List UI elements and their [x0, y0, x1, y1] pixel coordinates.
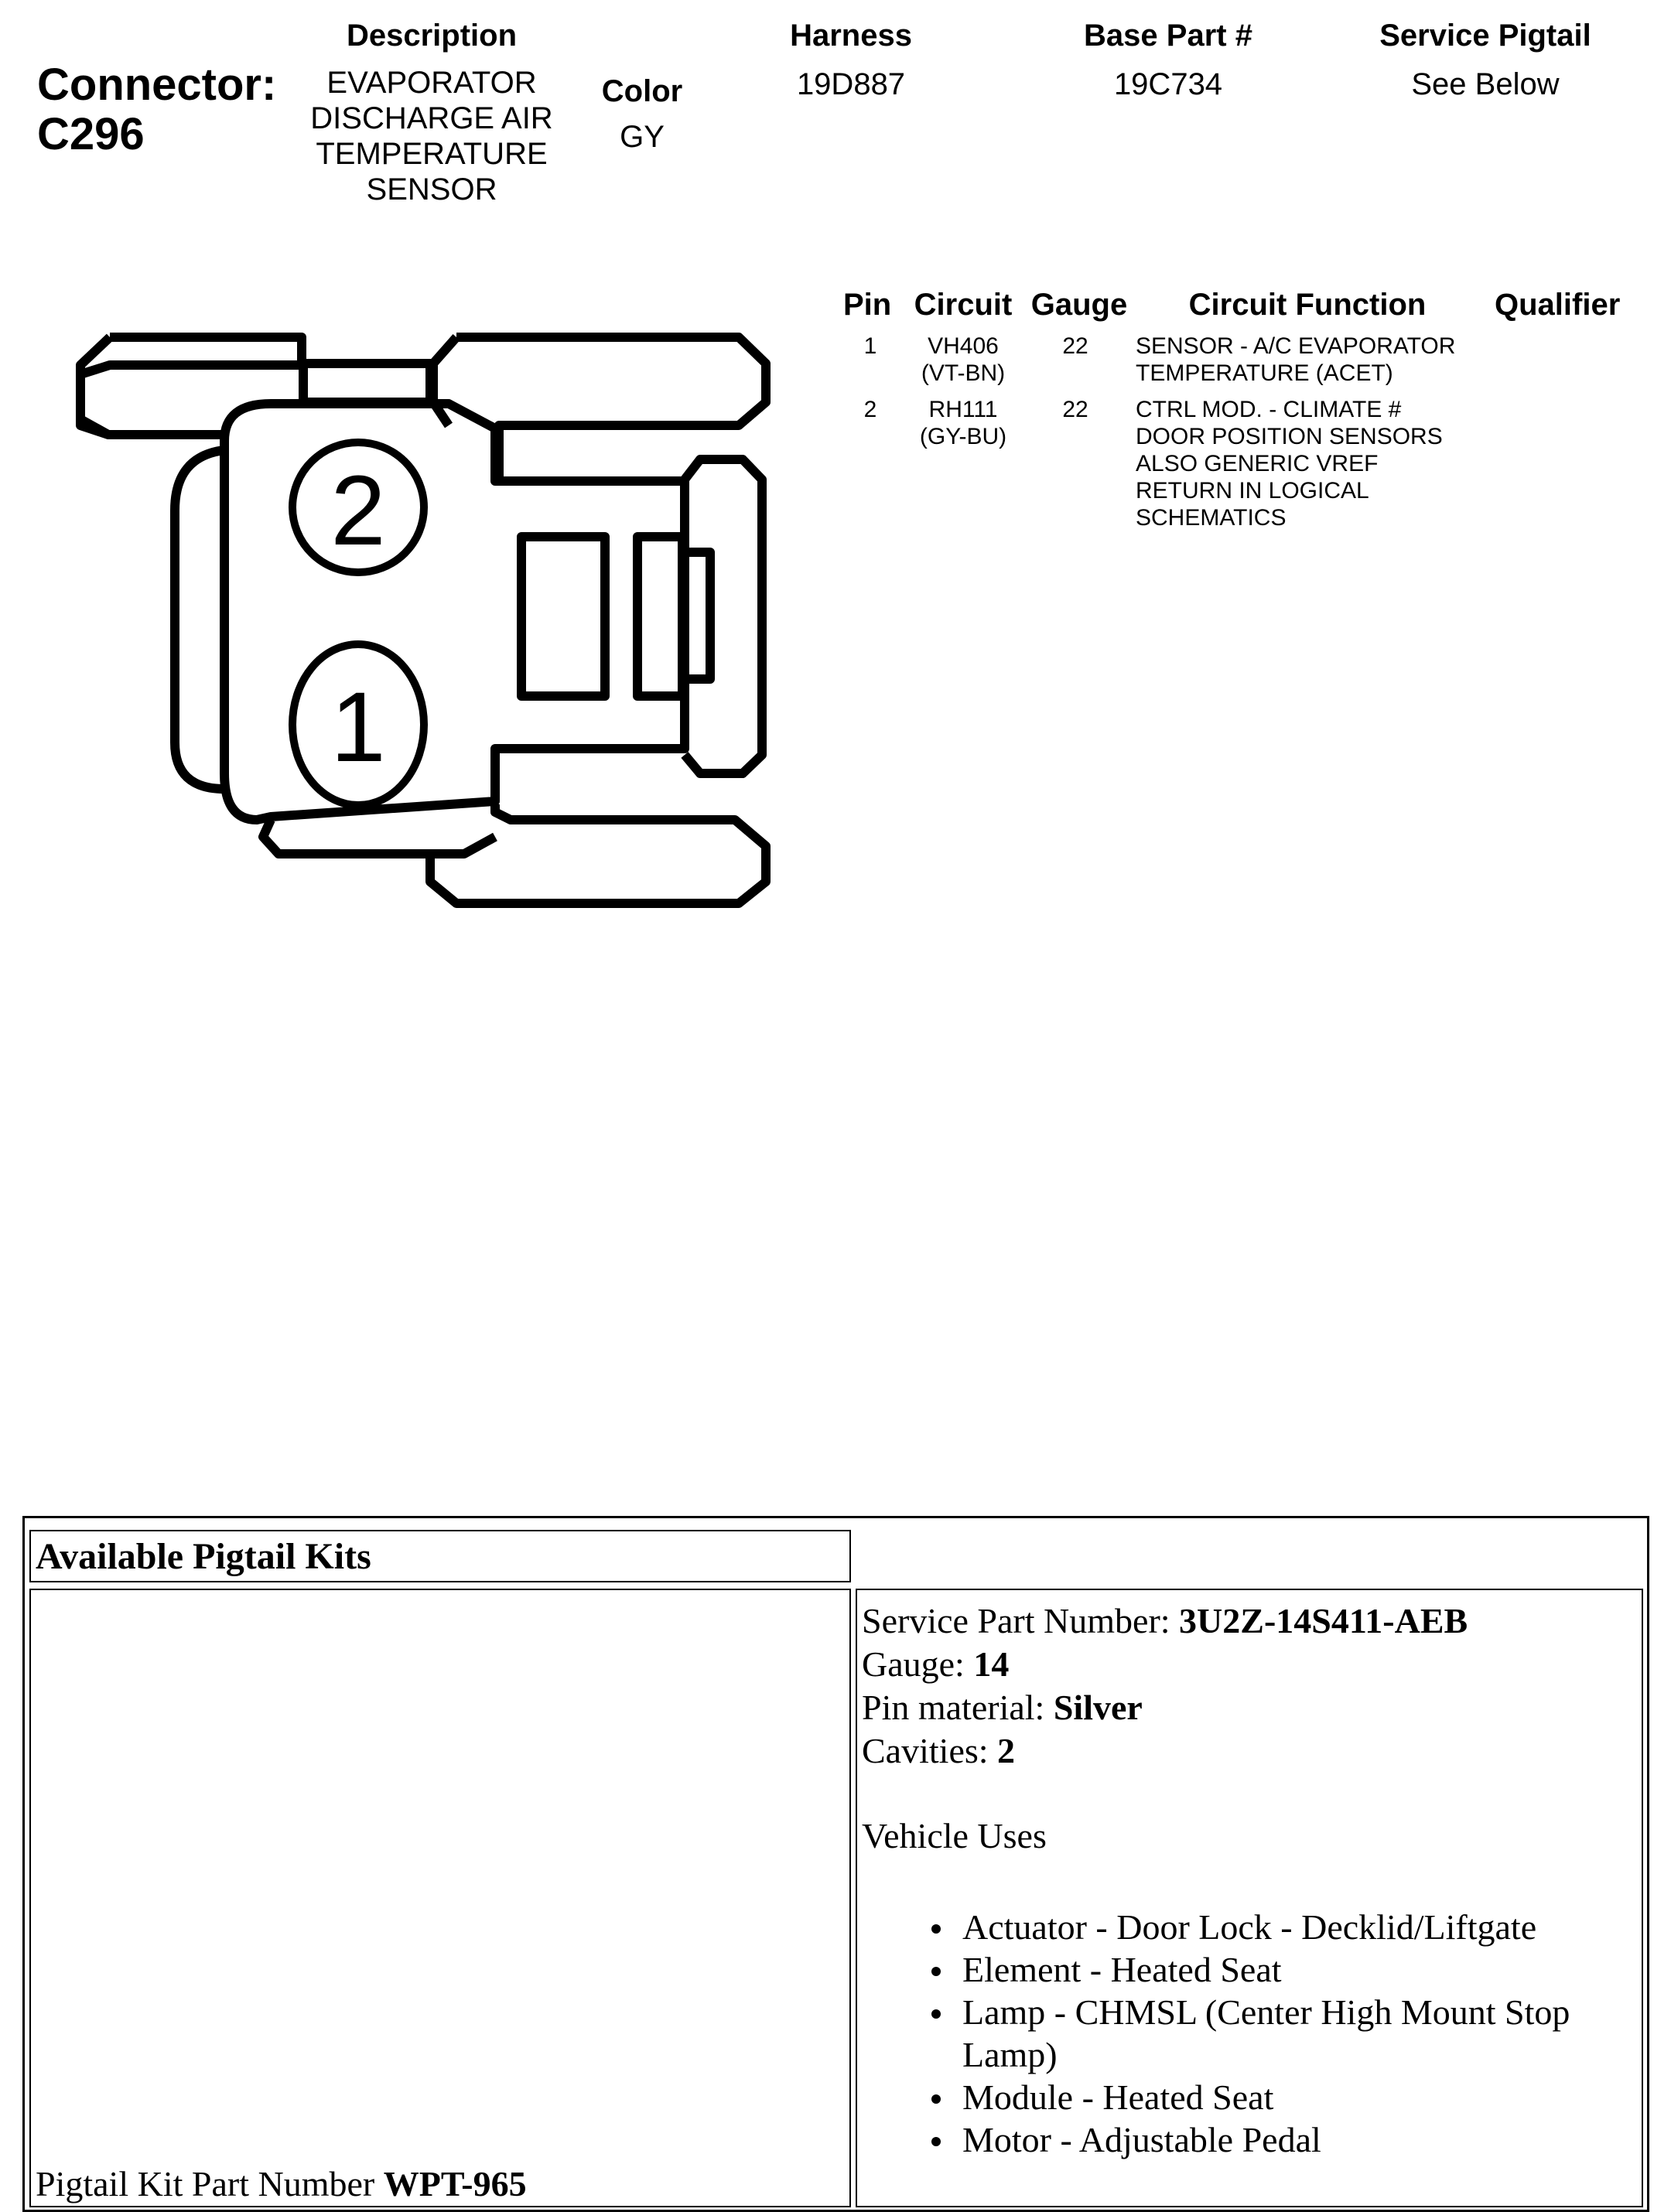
base-part-header: Base Part # — [1084, 19, 1252, 53]
function-line: TEMPERATURE (ACET) — [1136, 360, 1393, 386]
description-value — [277, 65, 586, 207]
circuit-col-header: Circuit — [914, 288, 1013, 322]
connector-diagram — [70, 325, 781, 913]
latch-bottom — [263, 820, 495, 854]
color-header: Color — [601, 74, 683, 108]
pin-label-1: 1 — [330, 672, 386, 783]
top-key — [303, 364, 430, 402]
function-line: DOOR POSITION SENSORS — [1136, 424, 1443, 449]
pin-col-header: Pin — [843, 288, 892, 322]
function-line: ALSO GENERIC VREF — [1136, 451, 1379, 476]
kit-part-label: Pigtail Kit Part Number — [36, 2164, 384, 2203]
qualifier-col-header: Qualifier — [1495, 288, 1621, 322]
connector-id: C296 — [37, 109, 145, 159]
pigtail-title: Available Pigtail Kits — [36, 1536, 371, 1577]
function-line: RETURN IN LOGICAL — [1136, 478, 1369, 504]
cavities-label: Cavities: — [862, 1731, 998, 1770]
circuit-id: RH111 — [928, 397, 998, 422]
description-line: EVAPORATOR — [326, 66, 537, 100]
circuit-color: (GY-BU) — [919, 424, 1007, 449]
row1-function — [1136, 333, 1499, 387]
latch-top-left — [80, 337, 302, 435]
connector-title — [37, 60, 276, 159]
circuit-color: (VT-BN) — [921, 360, 1006, 386]
vehicle-uses-list — [862, 1906, 1635, 2161]
service-part-number: 3U2Z-14S411-AEB — [1179, 1601, 1468, 1640]
row2-function — [1136, 396, 1507, 531]
pin-material-value: Silver — [1053, 1688, 1143, 1727]
cavities-value: 2 — [997, 1731, 1016, 1770]
function-line: CTRL MOD. - CLIMATE # — [1136, 397, 1402, 422]
row1-circuit — [905, 333, 1021, 387]
list-item: Lamp - CHMSL (Center High Mount Stop Lamp) — [962, 1991, 1635, 2076]
vehicle-uses-heading: Vehicle Uses — [862, 1816, 1047, 1855]
harness-header: Harness — [790, 19, 912, 53]
description-line: SENSOR — [366, 172, 497, 207]
pin-material-label: Pin material: — [862, 1688, 1054, 1727]
pin-label-2: 2 — [330, 456, 386, 566]
inner-slot-left — [521, 537, 605, 696]
description-header: Description — [346, 19, 518, 53]
circuit-id: VH406 — [928, 333, 999, 359]
service-part-label: Service Part Number: — [862, 1601, 1180, 1640]
row1-gauge: 22 — [1062, 333, 1088, 359]
list-item: Actuator - Door Lock - Decklid/Liftgate — [962, 1906, 1635, 1948]
pigtail-kit-cell — [29, 1589, 851, 2207]
list-item: Module - Heated Seat — [962, 2076, 1635, 2118]
function-line: SCHEMATICS — [1136, 505, 1287, 531]
pigtail-detail-cell — [856, 1589, 1643, 2207]
kit-part-number: WPT-965 — [383, 2164, 527, 2203]
color-value: GY — [620, 120, 665, 154]
list-item: Element - Heated Seat — [962, 1948, 1635, 1991]
base-part-value: 19C734 — [1113, 67, 1223, 101]
gauge-col-header: Gauge — [1030, 288, 1128, 322]
gauge-label: Gauge: — [862, 1644, 974, 1684]
connector-label: Connector: — [37, 60, 277, 110]
service-pigtail-header: Service Pigtail — [1379, 19, 1591, 53]
pin-material-line — [862, 1686, 1635, 1729]
cavities-line — [862, 1729, 1635, 1773]
inner-slot-right — [637, 537, 682, 696]
service-part-line — [862, 1599, 1635, 1643]
function-line: SENSOR - A/C EVAPORATOR — [1136, 333, 1456, 359]
row2-pin: 2 — [863, 397, 877, 422]
gauge-value: 14 — [973, 1644, 1010, 1684]
harness-value: 19D887 — [796, 67, 906, 101]
row2-gauge: 22 — [1062, 397, 1088, 422]
row2-circuit — [905, 396, 1021, 450]
service-pigtail-value: See Below — [1411, 67, 1560, 101]
pigtail-title-cell — [29, 1530, 851, 1582]
connector-housing — [224, 404, 685, 820]
function-col-header: Circuit Function — [1188, 288, 1427, 322]
gauge-line — [862, 1643, 1635, 1686]
row1-pin: 1 — [863, 333, 877, 359]
side-tab — [685, 459, 762, 773]
description-line: TEMPERATURE — [316, 137, 548, 171]
pigtail-details — [862, 1599, 1635, 2161]
list-item: Motor - Adjustable Pedal — [962, 2118, 1635, 2161]
kit-part-line — [36, 2163, 527, 2206]
description-line: DISCHARGE AIR — [310, 101, 553, 135]
